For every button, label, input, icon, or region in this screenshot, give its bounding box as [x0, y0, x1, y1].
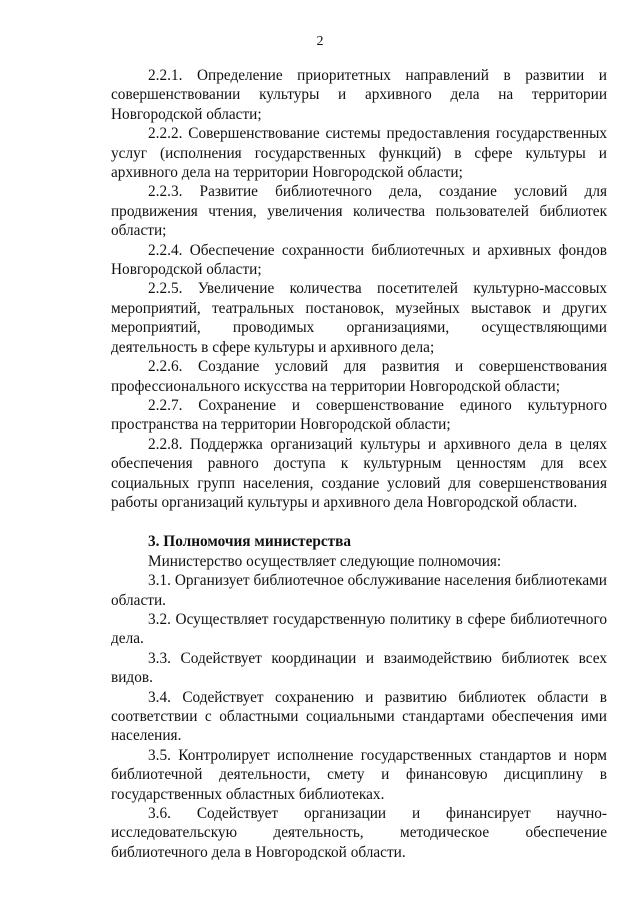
item-2-2-2: 2.2.2. Совершенствование системы предоставления государственных услуг (исполнения государственных функций) в сфере культуры и архивного дела на территории Новгородской области;: [111, 125, 607, 182]
document-body: [111, 66, 607, 862]
page-number: 2: [316, 34, 324, 49]
item-3-4: 3.4. Содействует сохранению и развитию библиотек области в соответствии с областными социальными стандартами обеспечения ими населения.: [111, 688, 607, 745]
item-2-2-8: 2.2.8. Поддержка организаций культуры и архивного дела в целях обеспечения равного доступа к культурным ценностям для всех социальных групп населения, создание условий для совершенствования работы организаций культуры и архивного дела Новгородской области.: [111, 435, 607, 511]
section-3-intro: Министерство осуществляет следующие полномочия:: [148, 552, 502, 570]
item-3-1: 3.1. Организует библиотечное обслуживание населения библиотеками области.: [111, 572, 607, 609]
item-3-5: 3.5. Контролирует исполнение государственных стандартов и норм библиотечной деятельности, смету и финансовую дисциплину в государственных областных библиотеках.: [111, 746, 607, 803]
item-2-2-7: 2.2.7. Сохранение и совершенствование единого культурного пространства на территории Новгородской области;: [111, 396, 607, 434]
section-3-heading: 3. Полномочия министерства: [148, 533, 352, 551]
item-2-2-3: 2.2.3. Развитие библиотечного дела, создание условий для продвижения чтения, увеличения количества пользователей библиотек области;: [111, 183, 607, 240]
item-2-2-4: 2.2.4. Обеспечение сохранности библиотечных и архивных фондов Новгородской области;: [111, 241, 607, 279]
item-3-3: 3.3. Содействует координации и взаимодействию библиотек всех видов.: [111, 649, 607, 687]
item-3-6: 3.6. Содействует организации и финансирует научно-исследовательскую деятельность, методическое обеспечение библиотечного дела в Новгородской области.: [111, 805, 607, 861]
item-2-2-6: 2.2.6. Создание условий для развития и совершенствования профессионального искусства на территории Новгородской области;: [111, 358, 607, 395]
item-2-2-1: 2.2.1. Определение приоритетных направлений в развитии и совершенствовании культуры и архивного дела на территории Новгородской области;: [111, 67, 607, 123]
item-2-2-5: 2.2.5. Увеличение количества посетителей культурно-массовых мероприятий, театральных постановок, музейных выставок и других мероприятий, проводимых организациями, осуществляющими деятельность в сфере культуры и архивного дела;: [111, 280, 607, 356]
item-3-2: 3.2. Осуществляет государственную политику в сфере библиотечного дела.: [111, 610, 607, 648]
